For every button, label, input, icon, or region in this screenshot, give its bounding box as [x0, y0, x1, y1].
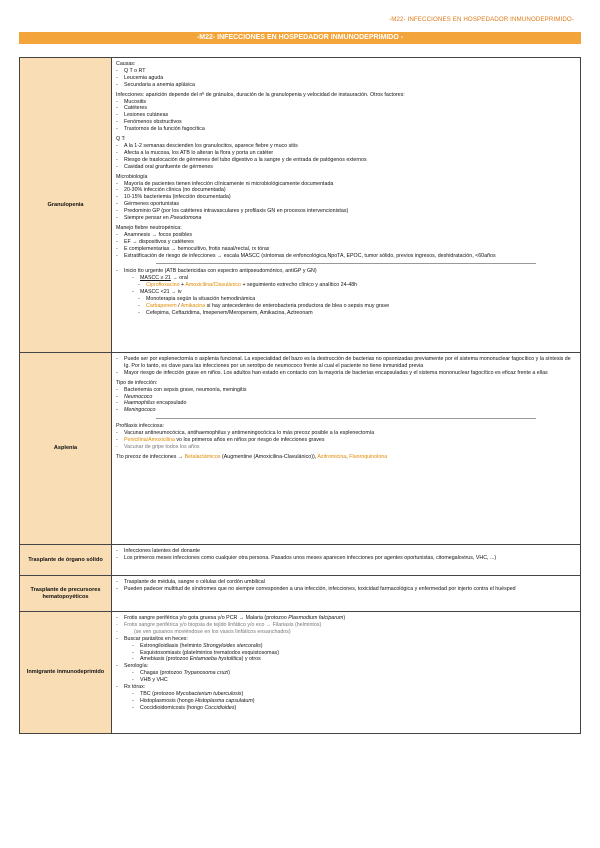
list-item	[116, 437, 576, 444]
list-item	[116, 303, 576, 310]
list-item: - Neumococo	[116, 394, 576, 401]
tipo-list	[116, 387, 576, 415]
plasmodium-term: Plasmodium falciparum	[288, 615, 344, 621]
text: +	[179, 282, 186, 289]
list-item: - Infecciones latentes del donante	[116, 548, 576, 555]
list-item	[116, 615, 576, 622]
list-item: - Monoterapia según la situación hemodinámica	[116, 296, 576, 303]
text: Frotis sangre periférica y/o gota gruesa y/o PCR → Malaria (protozoo	[124, 615, 289, 621]
label-asplenia: Asplenia	[20, 353, 112, 545]
text: )	[260, 642, 263, 649]
text: Chagas (protozoo	[140, 670, 184, 677]
text: ,	[346, 453, 350, 460]
list-item: - Pueden padecer multitud de síndromes que no siempre corresponden a una infección, infecciones, toxicidad farmacológica y enfermedad por injerto contra el huésped	[116, 586, 576, 593]
divider	[156, 263, 536, 264]
inmigrante-list	[116, 615, 576, 712]
text: Histoplasmosis (hongo	[140, 697, 196, 704]
row-trasplante-organo	[20, 545, 581, 576]
text: → oral	[170, 275, 188, 282]
list-item	[116, 670, 576, 677]
list-item: - Puede ser por esplenectomía o asplenia funcional. La especialidad del bazo es la destrucción de bacterias no opsonizadas previamente por el sistema mononuclear fagocítico y la síntesis de Ig. Por lo tanto, es clave para las infecciones por un serotipo de neumococo frente al cual el paciente no tiene inmunidad previa	[116, 356, 576, 370]
drug-amoxi: Amoxicilina/Clavulánico	[185, 282, 241, 289]
list-item	[116, 698, 576, 705]
drug-azitromicina: Azitromicina	[317, 453, 347, 460]
qt-list	[116, 143, 576, 171]
list-item: - 10-15% bacteriemia (infección documentada)	[116, 194, 576, 201]
list-item: - Q T o RT	[116, 68, 576, 75]
list-item	[116, 705, 576, 712]
list-item	[116, 275, 576, 282]
list-item: - VHB y VHC	[116, 677, 576, 684]
list-item: - Mucositis	[116, 99, 576, 106]
list-item: - Catéteres	[116, 105, 576, 112]
list-item: - Riesgo de traslocación de gérmenes del tubo digestivo a la sangre y de entrada de patógenos externos	[116, 157, 576, 164]
prof-title: Profilaxis infecciosa:	[116, 423, 164, 430]
haemophilus-term: Haemophilus	[124, 400, 155, 407]
list-item: - Esquistosomiasis (platelmintos trematodos esquistosomas)	[116, 650, 576, 657]
list-item: - Secundaria a anemia aplásica	[116, 82, 576, 89]
prof-list	[116, 430, 576, 451]
list-item: - Mayor riesgo de infección grave en niños. Los adultos han estado en contacto con la mayoría de bacterias encapsuladas y el sistema mononuclear fagocítico es eficaz frente a ellas	[116, 370, 576, 377]
text: )	[228, 670, 230, 677]
tipo-title: Tipo de infección:	[116, 379, 158, 386]
infecciones-title: Infecciones: aparición depende del nº de gránulos, duración de la granulopenia y velocidad de instauración. Otros factores:	[116, 91, 405, 98]
list-item: - Los primeros meses infecciones como cualquier otra persona. Pasados unos meses aparecen infecciones por agentes oportunistas, citomegalovirus, VHC, ...)	[116, 555, 576, 562]
text: si hay antecedentes de enterobacteria productora de blea o sepsis muy grave	[205, 303, 390, 309]
list-item: - Cavidad oral granfuente de gérmenes	[116, 164, 576, 171]
strongyloides-term: Strongyloides stercoralis	[203, 642, 261, 649]
text: /	[176, 303, 181, 309]
mascc-high: MASCC ≥ 21	[140, 275, 171, 282]
causas-title: Causas:	[116, 61, 136, 67]
label-trasplante-hema: Trasplante de precursores hematopoyéticos	[20, 576, 112, 612]
infections-table	[19, 57, 581, 734]
divider	[156, 418, 536, 419]
list-item: - Mayoría de pacientes tienen infección clínicamente ni microbiológicamente documentada	[116, 181, 576, 188]
text: Siempre pensar en	[124, 215, 171, 222]
label-granulopenia: Granulopenia	[20, 58, 112, 353]
drug-betalactamicos: Betalactámicos	[184, 453, 221, 460]
histoplasma-term: Histoplasma capsulatum	[195, 697, 253, 704]
drug-cipro: Ciprofloxacino	[146, 282, 180, 289]
list-item: - Serología:	[116, 663, 576, 670]
list-item: - Buscar parásitos en heces:	[116, 636, 576, 643]
row-asplenia	[20, 353, 581, 545]
drug-carbapenem: Carbapenem	[146, 303, 177, 309]
text: (Augmentine (Amoxicilina-Clavulánico)),	[220, 453, 318, 460]
text: encapsulado	[154, 400, 187, 407]
text: Coccidioidomicosis (hongo	[140, 704, 205, 711]
row-granulopenia	[20, 58, 581, 353]
text: Tto precoz de infecciones →	[116, 453, 185, 460]
label-inmigrante: Inmigrante inmunodeprimido	[20, 612, 112, 734]
list-item: - Gérmenes oportunistas	[116, 201, 576, 208]
list-item: - Meningococo	[116, 407, 576, 414]
content-inmigrante	[112, 612, 581, 734]
page-title-banner: -M22- INFECCIONES EN HOSPEDADOR INMUNODEPRIMIDO -	[19, 32, 581, 44]
list-item: - Inicio tto urgente (ATB bactericidas con espectro antipseudomónico, antiGP y GN)	[116, 268, 576, 275]
list-item: - Lesiones cutáneas	[116, 112, 576, 119]
list-item: - EF → dispositivos y catéteres	[116, 239, 576, 246]
hema-list	[116, 579, 576, 593]
list-item: - Anamnesis → focos posibles	[116, 232, 576, 239]
label-trasplante-organo: Trasplante de órgano sólido	[20, 545, 112, 576]
text: )	[234, 704, 237, 711]
micro-title: Microbiología	[116, 173, 148, 180]
micro-list	[116, 181, 576, 222]
list-item: - Vacunar antineumocócica, antihaemophilus y antimeningocócica lo más precoz posible a la esplenectomía	[116, 430, 576, 437]
content-granulopenia	[112, 58, 581, 353]
list-item	[116, 400, 576, 407]
list-item: - 20-30% infección clínica (no documentada)	[116, 187, 576, 194]
manejo-list	[116, 232, 576, 260]
qt-title: Q T:	[116, 136, 126, 143]
list-item: - Vacunar de gripe todos los años	[116, 444, 576, 451]
text: + seguimiento estrecho clínico y analítico 24-48h	[240, 282, 358, 289]
list-item	[116, 215, 576, 222]
list-item: - E complementarias → hemocultivo, frotis nasal/rectal, rx tórax	[116, 246, 576, 253]
manejo-title: Manejo fiebre neutropénica:	[116, 224, 182, 231]
content-trasplante-hema	[112, 576, 581, 612]
list-item	[116, 691, 576, 698]
list-item: - Estratificación de riesgo de infecciones → escala MASCC (síntomas de enfoncológica,NpoTA, EPOC, tumor sólido, previos ingresos, deshidratación, <60años	[116, 253, 576, 260]
coccidioides-term: Coccidioides	[204, 704, 235, 711]
list-item: - Cefepima, Ceftazidima, Imepenem/Meropenem, Amikacina, Aztreonam	[116, 310, 576, 317]
page-header: -M22- INFECCIONES EN HOSPEDADOR INMUNODEPRIMIDO-	[389, 16, 574, 23]
entamoeba-term: Entamoeba hystolitica	[189, 656, 242, 663]
content-asplenia	[112, 353, 581, 545]
text: )	[241, 690, 244, 697]
list-item: - MASCC <21 → iv	[116, 289, 576, 296]
text: )	[343, 615, 346, 621]
list-item: - Rx tórax:	[116, 684, 576, 691]
list-item: - Predominio GP (por los catéteres intravasculares y profilaxis GN en procesos intervencionistas)	[116, 208, 576, 215]
text: vo los primeros años en niños por riesgo de infecciones graves	[174, 437, 325, 444]
trypanosoma-term: Trypanosoma cruzi	[183, 670, 229, 677]
list-item: - Fenómenos obstructivos	[116, 119, 576, 126]
mycobacterium-term: Mycobacterium tuberculosis	[175, 690, 242, 697]
text: ) y otros	[241, 656, 261, 663]
list-item-sub: - (se ven gusanos moviéndose en los vasos linfáticos ensanchados)	[116, 629, 576, 636]
list-item: - Bacteriemia con sepsis grave, neumonía, meningitis	[116, 387, 576, 394]
list-item	[116, 643, 576, 650]
factores-list	[116, 99, 576, 134]
drug-amikacina: Amikacina	[180, 303, 206, 309]
row-trasplante-hema	[20, 576, 581, 612]
text: Estrongiloidiasis (helminto	[140, 642, 204, 649]
tto-list	[116, 268, 576, 316]
list-item: - Trastornos de la función fagocítica	[116, 126, 576, 133]
content-trasplante-organo	[112, 545, 581, 576]
list-item	[116, 282, 576, 289]
list-item: - Frotis sangre periférica y/o biopsia de tejido linfático y/o eco → Filariasis (helmintos)	[116, 622, 576, 629]
list-item: - A la 1-2 semanas descienden los granulocitos, aparece fiebre y muco sitis	[116, 143, 576, 150]
list-item	[116, 656, 576, 663]
text: TBC (protozoo	[140, 690, 176, 697]
causas-list	[116, 68, 576, 89]
text: )	[252, 697, 255, 704]
tto-precoz	[116, 454, 576, 461]
asplenia-desc-list	[116, 356, 576, 377]
row-inmigrante	[20, 612, 581, 734]
drug-penicilina: Penicilina/Amoxicilina	[124, 437, 175, 444]
organo-list	[116, 548, 576, 562]
list-item: - Afecta a la mucosa, los ATB lo alteran la flora y porta un catéter	[116, 150, 576, 157]
text: Amebiasis (protozoo	[140, 656, 190, 663]
list-item: - Trasplante de médula, sangre o células del cordón umbilical	[116, 579, 576, 586]
list-item: - Leucemia aguda	[116, 75, 576, 82]
pseudomona-term: Pseudomona	[170, 215, 202, 222]
drug-fluoroquinolona: Fluoroquinolona	[349, 453, 388, 460]
